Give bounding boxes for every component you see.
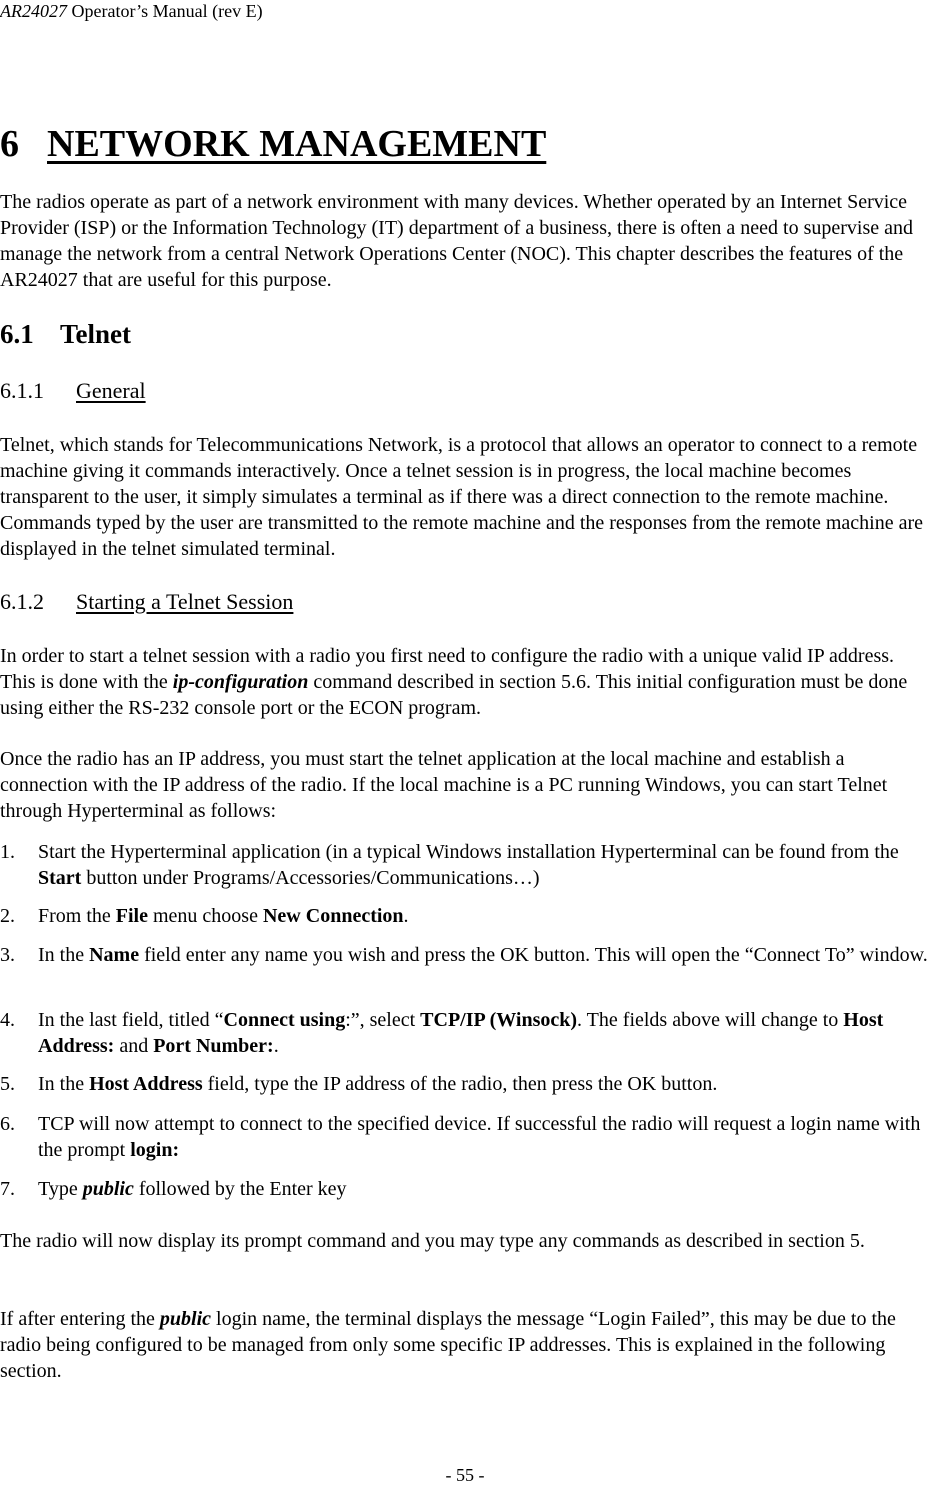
text-run: In order to start a telnet session with a radio you first need to configure the radio with a unique valid IP address. This is done with the [0,645,895,693]
list-text [38,1111,930,1163]
text-run: Type [38,1178,83,1200]
list-item [0,1176,930,1202]
list-number: 3. [0,944,15,966]
start-button-term: Start [38,867,82,889]
login-failed-paragraph [0,1306,930,1384]
text-run: In the last field, titled “ [38,1009,224,1031]
host-address-term: Host Address: [38,1009,884,1057]
section-heading-6-1-1 [0,377,146,405]
after-steps-paragraph: The radio will now display its prompt command and you may type any commands as described in section 5. [0,1230,865,1252]
host-address-term: Host Address [89,1073,203,1095]
telnet-connect-paragraph: Once the radio has an IP address, you must start the telnet application at the local machine and establish a connection with the IP address of the radio. If the local machine is a PC running Windows, you can start Telnet through Hyperterminal as follows: [0,748,888,822]
ip-configuration-command: ip-configuration [172,671,309,693]
list-text [38,1007,930,1059]
list-text [38,1071,930,1097]
chapter-title-text: NETWORK MANAGEMENT [47,123,547,165]
telnet-setup-paragraph [0,643,930,721]
list-number: 4. [0,1009,15,1031]
document-title: Operator’s Manual (rev E) [67,1,263,21]
list-number: 5. [0,1073,15,1095]
section-title: Telnet [60,319,132,349]
text-run: In the [38,1073,90,1095]
file-menu-term: File [115,905,148,927]
subsection-number: 6.1.1 [0,378,44,403]
subsection-title: General [76,378,146,403]
list-item [0,942,930,968]
list-number: 1. [0,841,15,863]
general-paragraph: Telnet, which stands for Telecommunications Network, is a protocol that allows an operator to connect to a remote machine giving it commands interactively. Once a telnet session is in progress, the local machine becomes transparent to the user, it simply simulates a terminal as if there was a direct connection to the remote machine. Commands typed by the user are transmitted to the remote machine and the responses from the remote machine are displayed in the telnet simulated terminal. [0,434,924,560]
text-run: . The fields above will change to [577,1009,844,1031]
list-text [38,839,930,891]
list-text [38,1176,930,1202]
text-run: . [273,1035,279,1057]
tcp-ip-term: TCP/IP (Winsock) [420,1009,578,1031]
text-run: field enter any name you wish and press the OK button. This will open the “Connect To” window. [139,944,928,966]
text-run: Start the Hyperterminal application (in a typical Windows installation Hyperterminal can be found from the [38,841,899,863]
public-login-term: public [82,1178,134,1200]
intro-paragraph: The radios operate as part of a network environment with many devices. Whether operated by an Internet Service Provider (ISP) or the Information Technology (IT) department of a business, there is often a need to supervise and manage the network from a central Network Operations Center (NOC). This chapter describes the features of the AR24027 that are useful for this purpose. [0,191,913,291]
subsection-title: Starting a Telnet Session [76,589,294,614]
page-number: - 55 - [445,1465,485,1485]
text-run: followed by the Enter key [133,1178,347,1200]
text-run: TCP will now attempt to connect to the specified device. If successful the radio will request a login name with the prompt [38,1113,921,1161]
list-number: 7. [0,1178,15,1200]
text-run: menu choose [148,905,263,927]
list-item [0,1007,930,1059]
name-field-term: Name [89,944,140,966]
text-run: . [403,905,409,927]
text-run: and [114,1035,154,1057]
section-heading-6-1 [0,318,131,350]
new-connection-term: New Connection [262,905,404,927]
text-run: command described in section 5.6. This initial configuration must be done using either the RS-232 console port or the ECON program. [0,671,908,719]
list-number: 2. [0,905,15,927]
running-header [0,0,263,22]
connect-using-term: Connect using [223,1009,346,1031]
list-item [0,1111,930,1163]
port-number-term: Port Number: [153,1035,274,1057]
text-run: From the [38,905,116,927]
list-item [0,903,930,929]
section-number: 6.1 [0,319,34,349]
text-run: login name, the terminal displays the message “Login Failed”, this may be due to the radio being configured to be managed from only some specific IP addresses. This is explained in the following section. [0,1308,896,1382]
subsection-number: 6.1.2 [0,589,44,614]
section-heading-6-1-2 [0,588,293,616]
text-run: If after entering the [0,1308,160,1330]
public-login-term: public [159,1308,212,1330]
list-text [38,942,930,968]
text-run: In the [38,944,90,966]
list-item [0,1071,930,1097]
text-run: :”, select [345,1009,421,1031]
chapter-title [0,120,546,168]
text-run: field, type the IP address of the radio, then press the OK button. [202,1073,718,1095]
chapter-number: 6 [0,123,19,165]
list-text [38,903,930,929]
list-item [0,839,930,891]
document-id: AR24027 [0,1,67,21]
text-run: button under Programs/Accessories/Communications…) [81,867,540,889]
list-number: 6. [0,1113,15,1135]
login-prompt-term: login: [130,1139,180,1161]
